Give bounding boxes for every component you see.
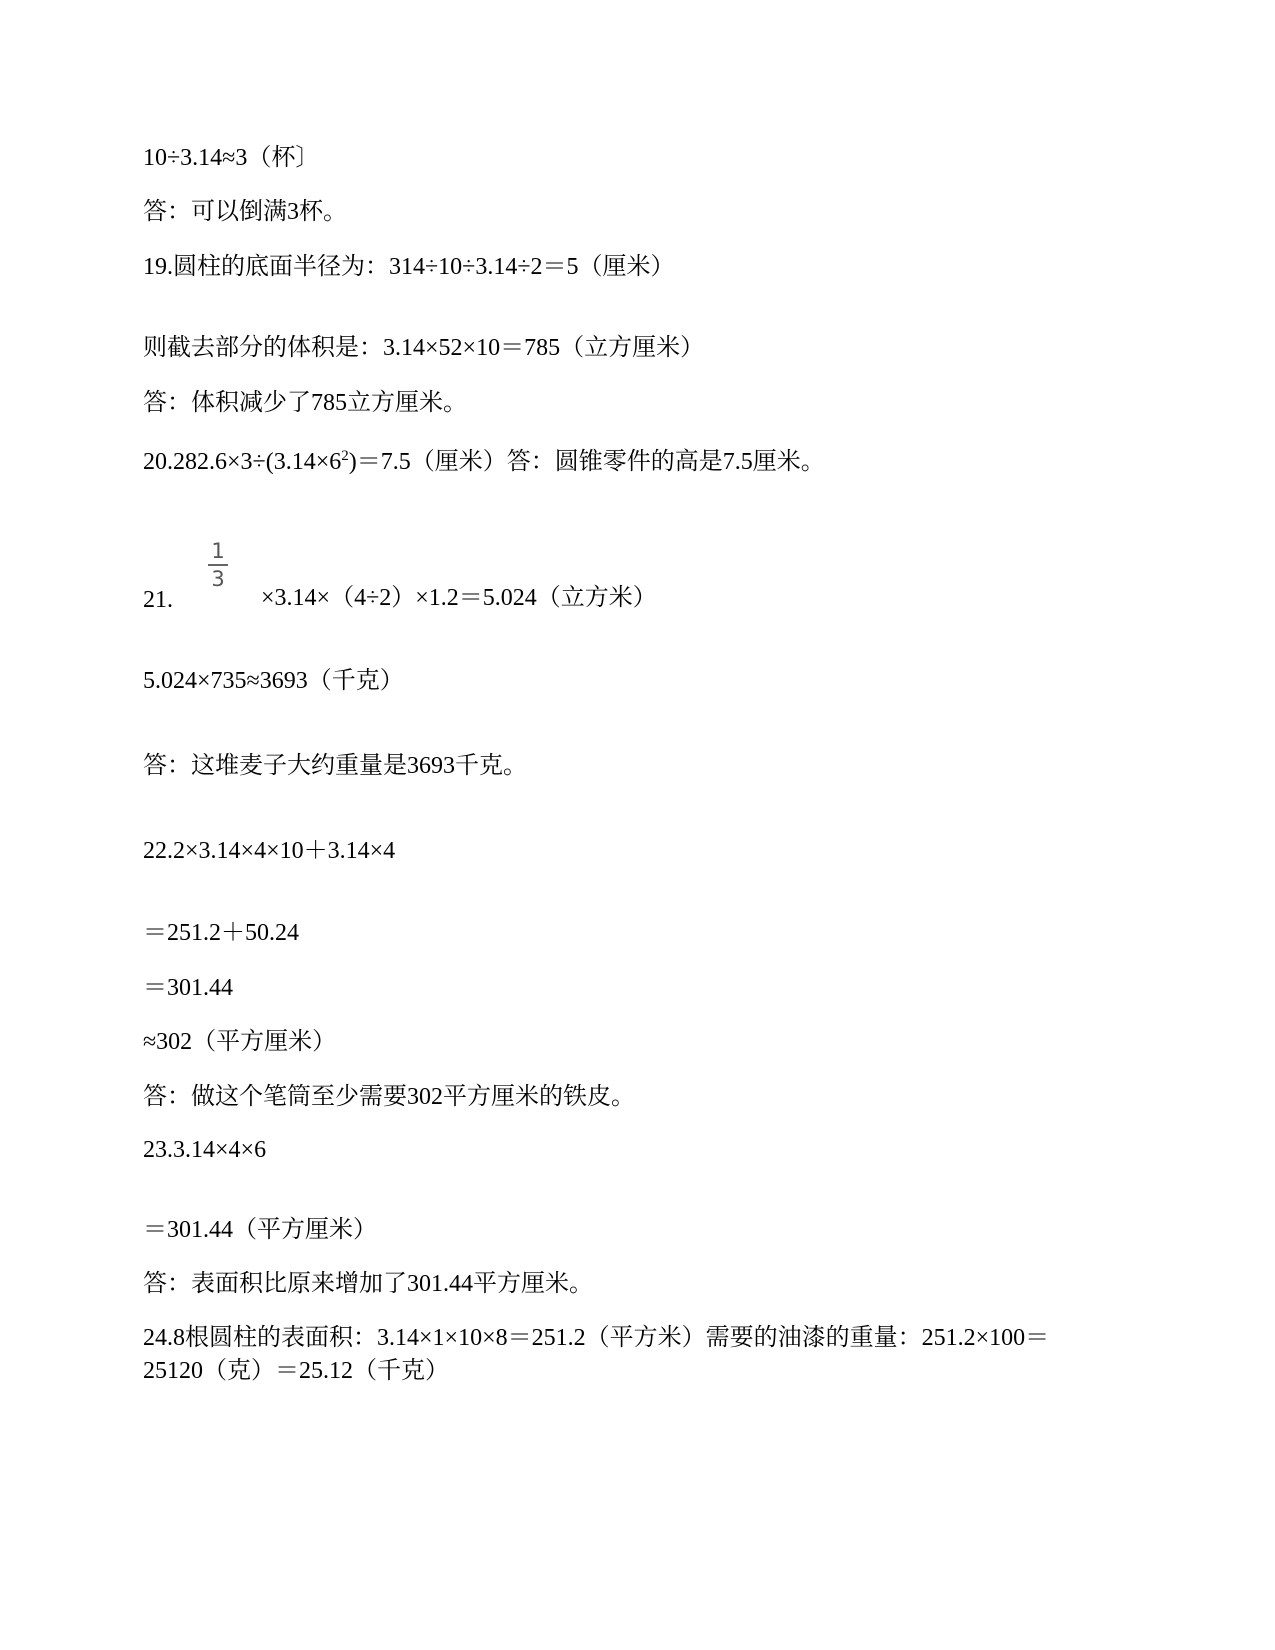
answer-18-line: 答：可以倒满3杯。 xyxy=(143,199,347,225)
problem-22-step-1: ＝251.2＋50.24 xyxy=(143,920,299,946)
answer-22-line: 答：做这个笔筒至少需要302平方厘米的铁皮。 xyxy=(143,1084,635,1110)
fraction-one-third xyxy=(207,540,229,590)
answer-23-line: 答：表面积比原来增加了301.44平方厘米。 xyxy=(143,1271,593,1297)
problem-19-radius-line: 19.圆柱的底面半径为：314÷10÷3.14÷2＝5（厘米） xyxy=(143,254,675,280)
problem-20-line xyxy=(143,447,825,477)
problem-22-step-3: ≈302（平方厘米） xyxy=(143,1029,337,1055)
answer-19-line: 答：体积减少了785立方厘米。 xyxy=(143,390,467,416)
problem-22-step-2: ＝301.44 xyxy=(143,975,233,1001)
exponent: 2 xyxy=(341,448,349,464)
problem-20-expr-end: )＝7.5（厘米）答：圆锥零件的高是7.5厘米。 xyxy=(348,449,825,475)
problem-23-step-1: ＝301.44（平方厘米） xyxy=(143,1217,377,1243)
calc-cups-line: 10÷3.14≈3（杯〕 xyxy=(143,145,320,171)
fraction-numerator: 1 xyxy=(211,539,225,563)
problem-20-expr-start: 20.282.6×3÷(3.14×6 xyxy=(143,449,342,475)
fraction-denominator: 3 xyxy=(211,567,225,591)
problem-21-number: 21. xyxy=(143,587,173,613)
fraction-bar xyxy=(208,564,228,566)
problem-21-weight-line: 5.024×735≈3693（千克） xyxy=(143,668,404,694)
answer-21-line: 答：这堆麦子大约重量是3693千克。 xyxy=(143,753,527,779)
problem-22-line: 22.2×3.14×4×10＋3.14×4 xyxy=(143,838,396,864)
problem-24-paragraph: 24.8根圆柱的表面积：3.14×1×10×8＝251.2（平方米）需要的油漆的重量：251.2×100＝25120（克）＝25.12（千克） xyxy=(143,1325,1050,1384)
problem-23-line: 23.3.14×4×6 xyxy=(143,1137,267,1163)
problem-19-volume-line: 则截去部分的体积是：3.14×52×10＝785（立方厘米） xyxy=(143,335,705,361)
problem-21-expression: ×3.14×（4÷2）×1.2＝5.024（立方米） xyxy=(261,585,657,611)
